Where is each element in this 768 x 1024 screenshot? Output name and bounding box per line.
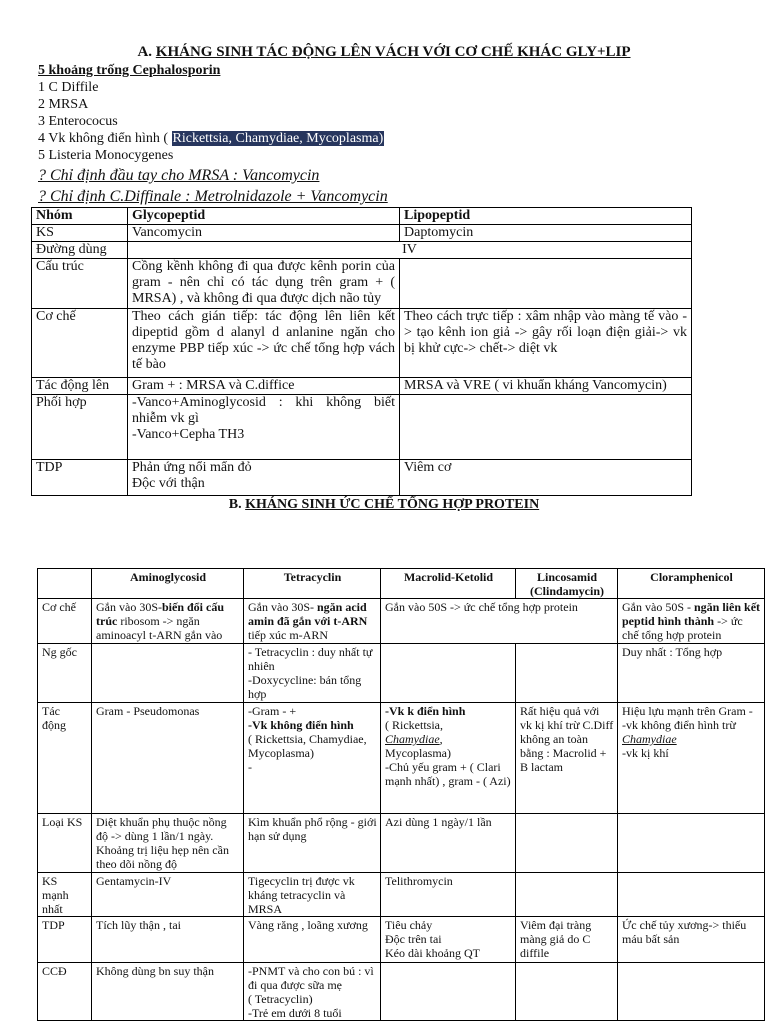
t2-cell-loai-ks-lincosamid [516,814,618,873]
cell-line-bold: -Vk không điển hình [248,718,354,732]
t1-cell-co-che-glycopeptid: Theo cách gián tiếp: tác động lên liên kết dipeptid gồm d alanyl d anlanine ngăn cho enzyme PBP tiếp xúc -> ức chế tổng hợp vách tế bào [128,309,400,378]
t2-cell-co-che-cloramphenicol [618,599,765,644]
t2-header-corner [38,569,92,599]
t1-row-label-phoi-hop: Phối hợp [32,395,128,460]
t2-header-macrolid: Macrolid-Ketolid [381,569,516,599]
cell-line [385,732,512,746]
text-run: , [439,732,443,746]
t2-cell-ccd-cloramphenicol [618,963,765,1021]
section-b-title [0,496,768,514]
t2-cell-co-che-tetracyclin [244,599,381,644]
cell-line: -Doxycycline: bán tổng hợp [248,673,362,701]
t2-cell-ng-goc-cloramphenicol: Duy nhất : Tổng hợp [618,644,765,703]
t2-cell-ccd-macrolid [381,963,516,1021]
t2-header-lincosamid [516,569,618,599]
t2-row-label-ks-manh-nhat: KS mạnh nhất [38,873,92,917]
cell-line: Hiệu lựu mạnh trên Gram - [622,704,753,718]
t1-header-nhom: Nhóm [32,208,128,225]
cell-line: - Tetracyclin : duy nhất tự nhiên [248,645,373,673]
t2-cell-tac-dong-lincosamid: Rất hiệu quả với vk kị khí trừ C.Diff không an toàn bằng : Macrolid + B lactam [516,703,618,814]
t2-row-label-loai-ks: Loại KS [38,814,92,873]
t2-cell-ks-manh-nhat-aminoglycosid: Gentamycin-IV [92,873,244,917]
t2-cell-tac-dong-macrolid [381,703,516,814]
gap-item: 5 Listeria Monocygenes [38,148,174,163]
section-a-title-text: KHÁNG SINH TÁC ĐỘNG LÊN VÁCH VỚI CƠ CHẾ KHÁC GLY+LIP [155,44,631,60]
t2-cell-tdp-tetracyclin: Vàng răng , loãng xương [244,917,381,963]
t2-row-label-tac-dong: Tác động [38,703,92,814]
cell-line: ( Rickettsia, [385,718,443,732]
t2-cell-tdp-aminoglycosid: Tích lũy thận , tai [92,917,244,963]
text-run: Gắn vào 30S- [248,600,317,614]
cell-line: -Chủ yếu gram + ( Clari mạnh nhất) , gram - ( Azi) [385,760,511,788]
gaps-heading: 5 khoảng trống Cephalosporin [38,63,221,78]
t1-cell-phoi-hop-glycopeptid [128,395,400,460]
t2-cell-tac-dong-tetracyclin [244,703,381,814]
t2-cell-ks-manh-nhat-tetracyclin: Tigecyclin trị được vk kháng tetracyclin và MRSA [244,873,381,917]
t2-cell-ng-goc-aminoglycosid [92,644,244,703]
t2-cell-co-che-aminoglycosid [92,599,244,644]
cell-line: -Vanco+Aminoglycosid : khi không biết nhiễm vk gì [132,395,395,426]
header-line: (Clindamycin) [529,584,604,598]
t2-cell-tac-dong-cloramphenicol [618,703,765,814]
selected-text-highlight: Rickettsia, Chamydiae, Mycoplasma) [172,131,384,146]
t1-cell-phoi-hop-lipopeptid [400,395,692,460]
t2-row-label-tdp: TDP [38,917,92,963]
t1-cell-tac-dong-len-lipopeptid: MRSA và VRE ( vi khuẩn kháng Vancomycin) [400,378,692,395]
note-mrsa: ? Chỉ định đầu tay cho MRSA : Vancomycin [38,167,320,184]
gap-item-text: 4 Vk không điển hình ( [38,131,172,146]
t2-cell-loai-ks-tetracyclin: Kìm khuẩn phổ rộng - giới hạn sử dụng [244,814,381,873]
cell-line: -Gram - + [248,704,297,718]
cell-line: ( Rickettsia, Chamydiae, Mycoplasma) [248,732,367,760]
text-run: -> ức chế tổng hợp protein [622,614,743,642]
t2-cell-ng-goc-lincosamid [516,644,618,703]
t1-row-label-ks: KS [32,225,128,242]
t2-cell-ccd-lincosamid [516,963,618,1021]
t2-cell-co-che-macrolid-lincosamid: Gắn vào 50S -> ức chế tổng hợp protein [381,599,618,644]
cell-line: -PNMT và cho con bú : vì đi qua được sữa mẹ [248,964,374,992]
t2-cell-ng-goc-tetracyclin [244,644,381,703]
t2-row-label-co-che: Cơ chế [38,599,92,644]
cell-line: -Vanco+Cepha TH3 [132,427,245,442]
t1-cell-duong-dung: IV [128,242,692,259]
cell-line: Độc trên tai [385,932,442,946]
t1-cell-tac-dong-len-glycopeptid: Gram + : MRSA và C.diffice [128,378,400,395]
cell-line: Kéo dài khoảng QT [385,946,480,960]
t2-cell-loai-ks-cloramphenicol [618,814,765,873]
t2-header-tetracyclin: Tetracyclin [244,569,381,599]
t1-header-lipopeptid: Lipopeptid [400,208,692,225]
gap-item [38,130,384,147]
cell-line-bold: -Vk k điển hình [385,704,466,718]
t2-cell-ks-manh-nhat-cloramphenicol [618,873,765,917]
t1-row-label-tac-dong-len: Tác động lên [32,378,128,395]
cell-line: Độc với thận [132,476,205,491]
cell-line: -vk không điển hình trừ [622,718,736,732]
t2-cell-ccd-aminoglycosid: Không dùng bn suy thận [92,963,244,1021]
t2-cell-tdp-macrolid [381,917,516,963]
t1-cell-ks-glycopeptid: Vancomycin [128,225,400,242]
t1-row-label-duong-dung: Đường dùng [32,242,128,259]
glyco-lipo-table [31,207,692,496]
gap-item: 3 Enterococus [38,114,118,129]
gap-item: 2 MRSA [38,97,89,112]
t2-cell-ks-manh-nhat-macrolid: Telithromycin [381,873,516,917]
t2-cell-ccd-tetracyclin [244,963,381,1021]
cell-line: -vk kị khí [622,746,669,760]
section-a-prefix: A. [137,44,156,60]
note-cdiff: ? Chỉ định C.Diffinale : Metrolnidazole + Vancomycin [38,188,388,205]
t1-cell-cau-truc-glycopeptid: Cồng kềnh không đi qua được kênh porin của gram - nên chỉ có tác dụng trên gram + ( MRSA) , và không đi qua được dịch não tủy [128,259,400,309]
t2-cell-tdp-lincosamid: Viêm đại tràng màng giả do C diffile [516,917,618,963]
bold-run: biến đổi cấu trúc [96,600,225,628]
protein-synthesis-table [37,568,765,1021]
t2-header-cloramphenicol: Cloramphenicol [618,569,765,599]
t2-cell-tac-dong-aminoglycosid: Gram - Pseudomonas [92,703,244,814]
bold-run: ngăn liên kết peptid hình thành [622,600,761,628]
t2-cell-loai-ks-aminoglycosid: Diệt khuẩn phụ thuộc nồng độ -> dùng 1 lần/1 ngày. Khoảng trị liệu hẹp nên cần theo dõi nồng độ [92,814,244,873]
section-b-prefix: B. [228,497,246,512]
t1-cell-ks-lipopeptid: Daptomycin [400,225,692,242]
cell-line: Phản ứng nổi mẩn đỏ [132,460,252,475]
header-line: Lincosamid [536,570,597,584]
text-run: tiếp xúc m-ARN [248,628,328,642]
italic-underline-run: Chamydiae [385,732,440,746]
t1-cell-cau-truc-lipopeptid [400,259,692,309]
t2-cell-tdp-cloramphenicol: Ức chế tủy xương-> thiếu máu bất sản [618,917,765,963]
t2-row-label-ccd: CCĐ [38,963,92,1021]
section-a-title [0,43,768,61]
section-b-title-text: KHÁNG SINH ỨC CHẾ TỔNG HỢP PROTEIN [245,497,540,512]
t1-row-label-cau-truc: Cấu trúc [32,259,128,309]
cell-line-italic-underline: Chamydiae [622,732,677,746]
t1-cell-co-che-lipopeptid: Theo cách trực tiếp : xâm nhập vào màng tế vào -> tạo kênh ion giả -> gây rối loạn điện giải-> vk bị khử cực-> chết-> diệt vk [400,309,692,378]
gap-item: 1 C Diffile [38,80,99,95]
indication-notes [38,165,388,207]
cell-line: Tiêu chảy [385,918,433,932]
text-run: Gắn vào 30S- [96,600,162,614]
bold-run: ngăn acid amin đã gắn với t-ARN [248,600,368,628]
cell-line: - [248,760,252,774]
t1-cell-tdp-glycopeptid [128,460,400,496]
t2-cell-ks-manh-nhat-lincosamid [516,873,618,917]
text-run: Gắn vào 50S - [622,600,694,614]
t1-row-label-co-che: Cơ chế [32,309,128,378]
cell-line: Mycoplasma) [385,746,451,760]
t2-row-label-ng-goc: Ng gốc [38,644,92,703]
text-run: ribosom -> ngăn aminoacyl t-ARN gắn vào [96,614,223,642]
cell-line: ( Tetracyclin) [248,992,313,1006]
cephalosporin-gaps-list [38,62,384,164]
t1-cell-tdp-lipopeptid: Viêm cơ [400,460,692,496]
t1-row-label-tdp: TDP [32,460,128,496]
t1-header-glycopeptid: Glycopeptid [128,208,400,225]
t2-cell-loai-ks-macrolid: Azi dùng 1 ngày/1 lần [381,814,516,873]
cell-line: -Trẻ em dưới 8 tuổi [248,1006,342,1020]
t2-cell-ng-goc-macrolid [381,644,516,703]
t2-header-aminoglycosid: Aminoglycosid [92,569,244,599]
